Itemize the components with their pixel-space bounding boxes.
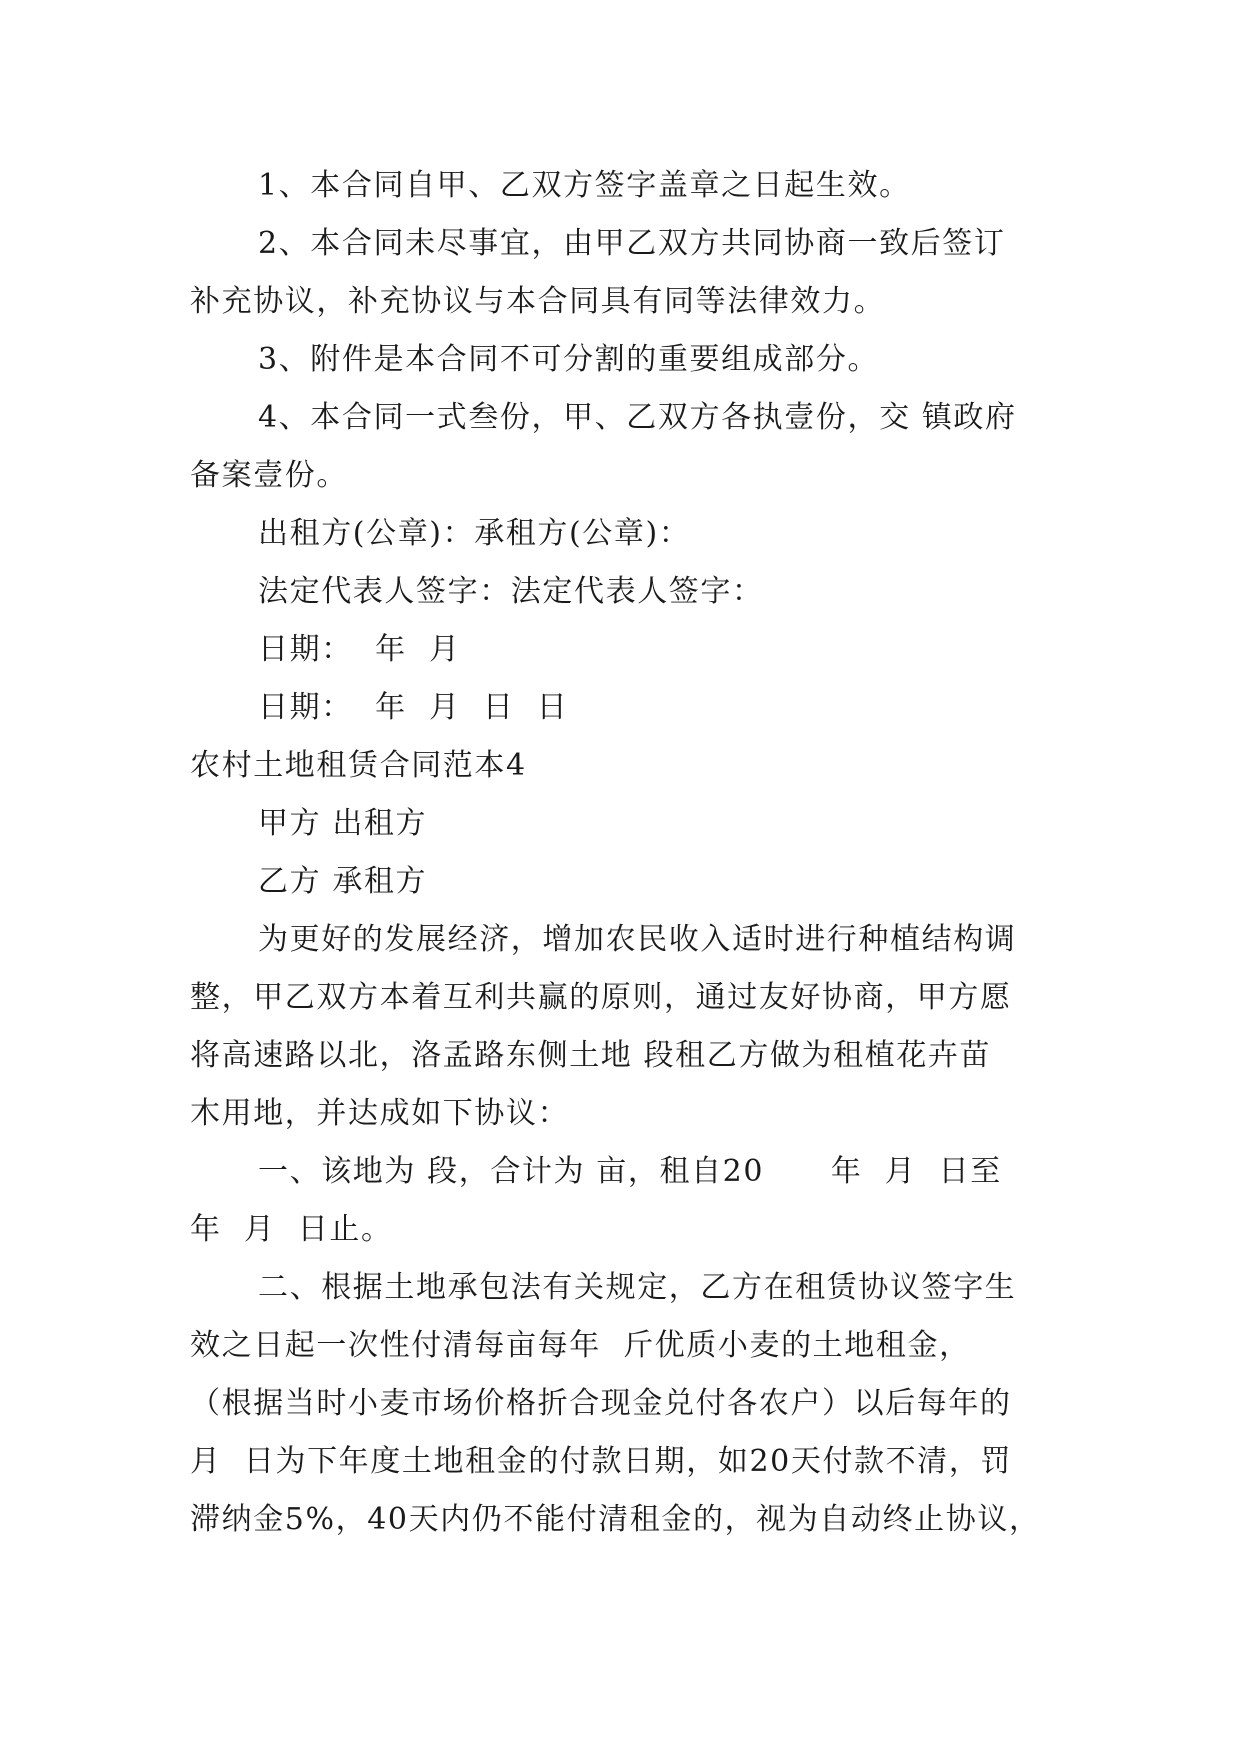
intro-paragraph-line-1: 为更好的发展经济，增加农民收入适时进行种植结构调 (258, 922, 1017, 957)
section-heading: 农村土地租赁合同范本4 (190, 748, 527, 783)
party-a-line: 甲方 出租方 (258, 806, 428, 841)
representative-signature-line: 法定代表人签字：法定代表人签字： (258, 574, 764, 609)
clause-1-text: 1、本合同自甲、乙双方签字盖章之日起生效。 (258, 168, 911, 203)
article-2-line-3: （根据当时小麦市场价格折合现金兑付各农户）以后每年的 (190, 1386, 1012, 1421)
clause-4-text-line-1: 4、本合同一式叁份，甲、乙双方各执壹份，交 镇政府 (258, 400, 1017, 435)
intro-paragraph-line-3: 将高速路以北，洛孟路东侧土地 段租乙方做为租植花卉苗 (190, 1038, 992, 1073)
article-1-line-1: 一、该地为 段，合计为 亩，租自20 年 月 日至 (258, 1154, 1002, 1189)
intro-paragraph-line-4: 木用地，并达成如下协议： (190, 1096, 570, 1131)
clause-2-text-line-1: 2、本合同未尽事宜，由甲乙双方共同协商一致后签订 (258, 226, 1006, 261)
article-2-line-5: 滞纳金5%，40天内仍不能付清租金的，视为自动终止协议， (190, 1502, 1041, 1537)
clause-3-text: 3、附件是本合同不可分割的重要组成部分。 (258, 342, 880, 377)
article-2-line-1: 二、根据土地承包法有关规定，乙方在租赁协议签字生 (258, 1270, 1017, 1305)
date-line-1: 日期： 年 月 (258, 632, 461, 667)
clause-2-text-line-2: 补充协议，补充协议与本合同具有同等法律效力。 (190, 284, 886, 319)
article-2-line-4: 月 日为下年度土地租金的付款日期，如20天付款不清，罚 (190, 1444, 1013, 1479)
clause-4-text-line-2: 备案壹份。 (190, 458, 348, 493)
signature-seal-line: 出租方(公章)：承租方(公章)： (258, 516, 691, 551)
article-1-line-2: 年 月 日止。 (190, 1212, 393, 1247)
date-line-2: 日期： 年 月 日 日 (258, 690, 569, 725)
intro-paragraph-line-2: 整，甲乙双方本着互利共赢的原则，通过友好协商，甲方愿 (190, 980, 1012, 1015)
party-b-line: 乙方 承租方 (258, 864, 428, 899)
article-2-line-2: 效之日起一次性付清每亩每年 斤优质小麦的土地租金， (190, 1328, 971, 1363)
